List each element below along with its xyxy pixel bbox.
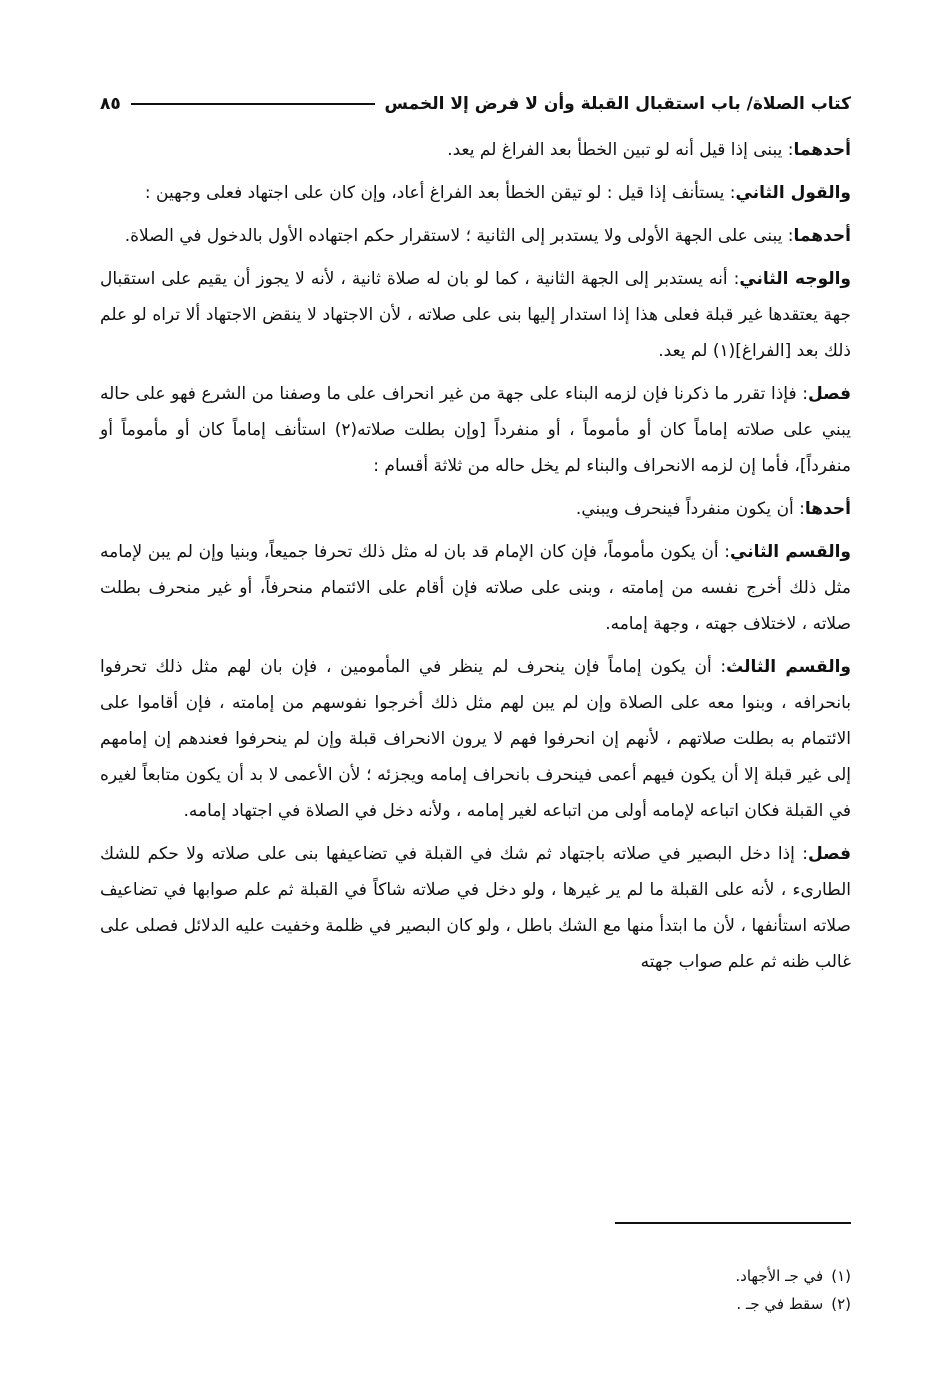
page-number: ٨٥	[100, 94, 121, 114]
paragraph-label: فصل	[807, 844, 851, 864]
paragraph-label: أحدها	[804, 499, 851, 519]
paragraph	[100, 175, 851, 211]
paragraph	[100, 376, 851, 484]
paragraph	[100, 261, 851, 369]
paragraph-text: : يبنى على الجهة الأولى ولا يستدبر إلى الثانية ؛ لاستقرار حكم اجتهاده الأول بالدخول في الصلاة.	[124, 226, 794, 246]
header-divider	[131, 103, 375, 105]
paragraph-label: أحدهما	[793, 226, 851, 246]
paragraph-text: : إذا دخل البصير في صلاته باجتهاد ثم شك في القبلة في تضاعيفها بنى على صلاته ولا حكم للشك الطارىء ، لأنه على القبلة ما لم ير غيرها ، ولو دخل في صلاته شاكاً في القبلة ثم علم صوابها في تضاعيف صلاته استأنفها ، لأن ما ابتدأ منها مع الشك باطل ، ولو كان البصير في ظلمة وخفيت عليه الدلائل فصلى على غالب ظنه ثم علم صواب جهته	[100, 844, 851, 972]
paragraph	[100, 836, 851, 980]
running-header	[100, 86, 851, 122]
footnote-text: سقط في جـ .	[736, 1295, 824, 1313]
paragraph-label: فصل	[807, 384, 851, 404]
paragraph-label: والوجه الثاني	[739, 269, 851, 289]
main-text	[100, 132, 851, 980]
footnote-number: (٢)	[831, 1295, 851, 1313]
paragraph-text: : أن يكون إماماً فإن ينحرف لم ينظر في المأمومين ، فإن بان لهم مثل ذلك تحرفوا بانحرافه ، وبنوا معه على الصلاة وإن لم يبن لهم مثل ذلك أخرجوا نفوسهم من إمامته ، فإن أقاموا على الائتمام به بطلت صلاتهم ، لأنهم إن انحرفوا فهم لا يرون الانحراف قبلة وإن لم ينحرفوا فعندهم إن إمامهم إلى غير قبلة إلا أن يكون فيهم أعمى فينحرف بانحراف إمامه ويجزئه ؛ لأن الأعمى لا بد أن يكون متابعاً لغيره في القبلة فكان اتباعه لإمامه أولى من اتباعه لغير إمامه ، ولأنه دخل في الصلاة في اجتهاد إمامه.	[100, 657, 851, 821]
paragraph-text: : فإذا تقرر ما ذكرنا فإن لزمه البناء على جهة من غير انحراف على ما وصفنا من الشرع فهو على حاله يبني على صلاته إماماً كان أو مأموماً ، أو منفرداً [وإن بطلت صلاته(٢) استأنف إماماً كان أو مأموماً أو منفرداً]، فأما إن لزمه الانحراف والبناء لم يخل حاله من ثلاثة أقسام :	[100, 384, 851, 476]
paragraph-text: : يستأنف إذا قيل : لو تيقن الخطأ بعد الفراغ أعاد، وإن كان على اجتهاد فعلى وجهين :	[144, 183, 736, 203]
paragraph-label: والقسم الثاني	[730, 542, 851, 562]
paragraph-text: : أنه يستدبر إلى الجهة الثانية ، كما لو بان له صلاة ثانية ، لأنه لا يجوز أن يقيم على استقبال جهة يعتقدها غير قبلة فعلى هذا إذا استدار إليها بنى على صلاته ، لأن الاجتهاد لا ينقض الاجتهاد ألا تراه لو علم ذلك بعد [الفراغ](١) لم يعد.	[100, 269, 851, 361]
paragraph	[100, 649, 851, 829]
paragraph	[100, 218, 851, 254]
paragraph-text: : أن يكون منفرداً فينحرف ويبني.	[575, 499, 805, 519]
paragraph	[100, 491, 851, 527]
paragraph-text: : يبنى إذا قيل أنه لو تبين الخطأ بعد الفراغ لم يعد.	[447, 140, 794, 160]
footnote	[100, 1290, 851, 1318]
footnote-text: في جـ الأجهاد.	[735, 1267, 824, 1285]
header-title: كتاب الصلاة/ باب استقبال القبلة وأن لا فرض إلا الخمس	[384, 94, 851, 114]
paragraph-text: : أن يكون مأموماً، فإن كان الإمام قد بان له مثل ذلك تحرفا جميعاً، وبنيا وإن لم يبن لإمامه مثل ذلك أخرج نفسه من إمامته ، وبنى على صلاته فإن أقام على الائتمام منحرفاً، أو غير منحرف بطلت صلاته ، لاختلاف جهته ، وجهة إمامه.	[100, 542, 851, 634]
paragraph-label: والقسم الثالث	[726, 657, 851, 677]
paragraph	[100, 132, 851, 168]
footnotes	[100, 1262, 851, 1318]
footnote	[100, 1262, 851, 1290]
footnote-number: (١)	[831, 1267, 851, 1285]
footnote-divider	[615, 1222, 851, 1224]
paragraph	[100, 534, 851, 642]
document-page	[100, 86, 851, 1338]
paragraph-label: أحدهما	[793, 140, 851, 160]
paragraph-label: والقول الثاني	[735, 183, 851, 203]
